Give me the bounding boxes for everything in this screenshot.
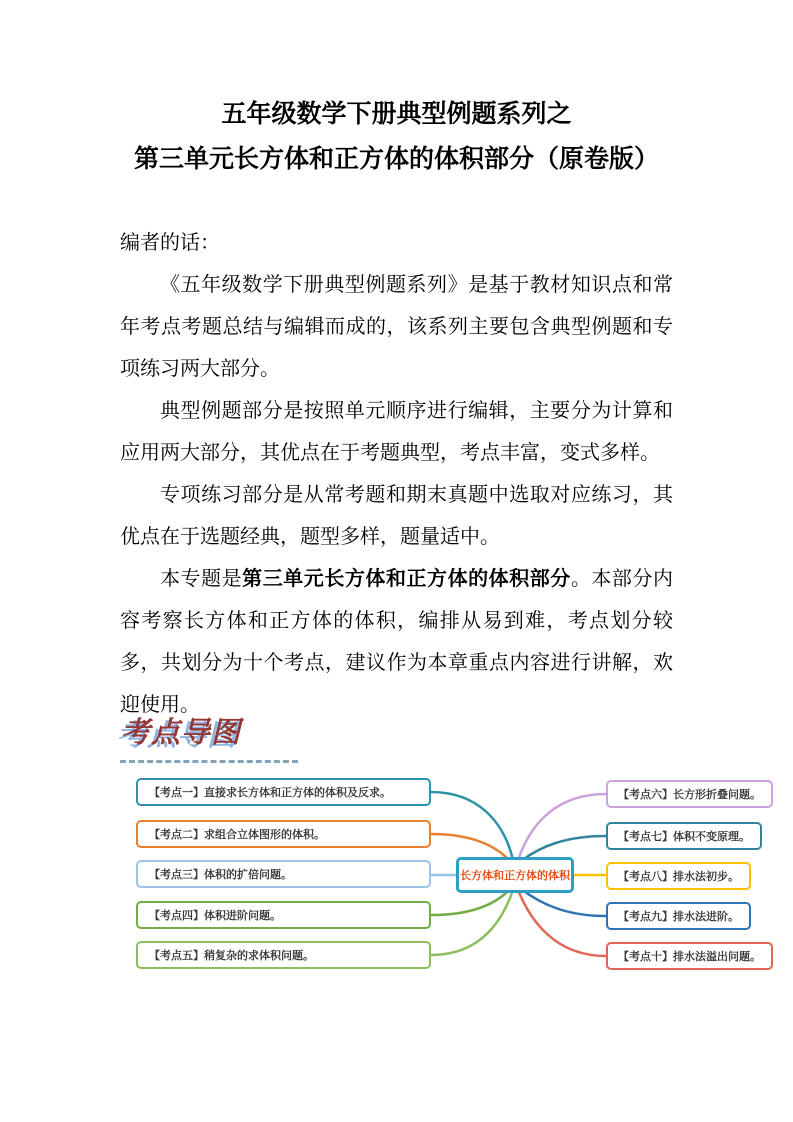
connector-line-topic9 xyxy=(521,889,606,916)
mindmap-node-topic8 xyxy=(606,862,751,890)
mindmap-node-topic2 xyxy=(136,820,431,848)
page-title-line1: 五年级数学下册典型例题系列之 xyxy=(221,100,572,128)
mindmap-node-topic1 xyxy=(136,778,431,806)
intro-section xyxy=(120,222,673,726)
mindmap-node-label: 【考点九】排水法进阶。 xyxy=(618,911,739,923)
mindmap-node-label: 【考点八】排水法初步。 xyxy=(618,871,739,883)
mindmap-node-label: 【考点六】长方形折叠问题。 xyxy=(618,789,761,801)
final-paragraph-bold: 第三单元长方体和正方体的体积部分 xyxy=(242,568,571,590)
mindmap-node-label: 【考点三】体积的扩倍问题。 xyxy=(149,869,292,881)
section-title-underline xyxy=(120,760,298,763)
mindmap-node-label: 【考点二】求组合立体图形的体积。 xyxy=(149,829,325,841)
connector-line-topic1 xyxy=(431,792,513,860)
page-title xyxy=(0,92,793,182)
intro-paragraph-1: 《五年级数学下册典型例题系列》是基于教材知识点和常年考点考题总结与编辑而成的，该系列主要包含典型例题和专项练习两大部分。 xyxy=(120,274,673,380)
mindmap-node-topic6 xyxy=(606,780,773,808)
final-paragraph-suffix: 。本部分内容考察长方体和正方体的体积，编排从易到难，考点划分较多，共划分为十个考点，建议作为本章重点内容进行讲解，欢迎使用。 xyxy=(120,568,674,716)
mindmap-center-node xyxy=(456,857,574,893)
connector-line-topic5 xyxy=(431,890,513,955)
final-paragraph-prefix: 本专题是 xyxy=(160,568,243,590)
connector-line-topic6 xyxy=(518,794,606,860)
section-title-kaodian-daotu: 考点导图 xyxy=(121,717,242,749)
mindmap-center-label: 长方体和正方体的体积 xyxy=(460,870,570,882)
mindmap-node-topic10 xyxy=(606,942,773,970)
mindmap-node-topic4 xyxy=(136,901,431,929)
mindmap-node-label: 【考点四】体积进阶问题。 xyxy=(149,910,281,922)
connector-line-topic10 xyxy=(518,890,606,956)
mindmap-node-label: 【考点一】直接求长方体和正方体的体积及反求。 xyxy=(149,787,391,799)
intro-heading: 编者的话： xyxy=(120,232,220,254)
mindmap-node-topic9 xyxy=(606,902,751,930)
intro-paragraph-final xyxy=(120,558,673,726)
intro-paragraph-2: 典型例题部分是按照单元顺序进行编辑，主要分为计算和应用两大部分，其优点在于考题典型，考点丰富，变式多样。 xyxy=(120,400,673,464)
mindmap-node-label: 【考点七】体积不变原理。 xyxy=(618,831,750,843)
mindmap-node-topic3 xyxy=(136,860,431,888)
intro-paragraph-3: 专项练习部分是从常考题和期末真题中选取对应练习，其优点在于选题经典，题型多样，题量适中。 xyxy=(120,484,673,548)
mindmap-node-topic5 xyxy=(136,941,431,969)
page-title-line2: 第三单元长方体和正方体的体积部分（原卷版） xyxy=(133,145,659,173)
mindmap-node-topic7 xyxy=(606,822,762,850)
mindmap-node-label: 【考点十】排水法溢出问题。 xyxy=(618,951,761,963)
mindmap-node-label: 【考点五】稍复杂的求体积问题。 xyxy=(149,950,314,962)
